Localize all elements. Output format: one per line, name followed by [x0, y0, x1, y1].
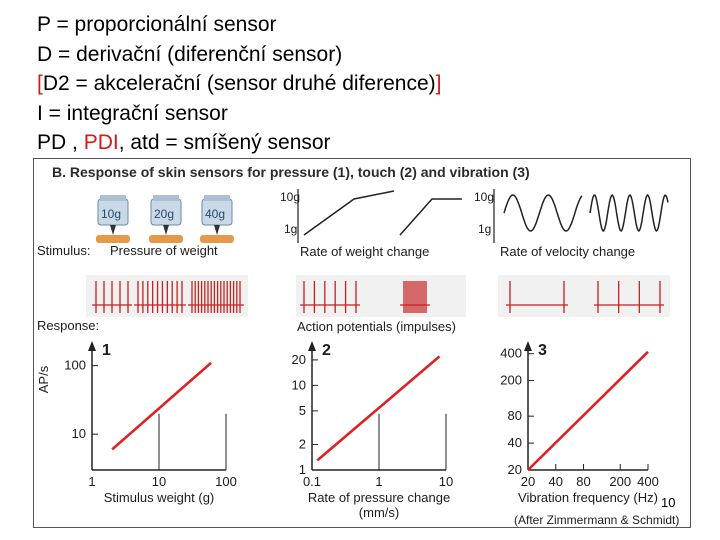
vibration-stimulus-fast — [590, 195, 668, 231]
y-tick-label: 100 — [64, 357, 86, 373]
y-axis-arrow — [524, 341, 532, 351]
heading-line-mixed — [37, 128, 441, 158]
x-tick-label: 10 — [151, 474, 167, 489]
sensor-figure — [33, 158, 691, 528]
heading-line-d: D = derivační (diferenční sensor) — [37, 42, 343, 66]
heading-line-i: I = integrační sensor — [37, 101, 228, 125]
y-tick-label: 10 — [71, 426, 86, 442]
response-charts — [36, 341, 659, 520]
bracket-close: ] — [435, 72, 442, 95]
y-tick-label: 5 — [298, 402, 306, 418]
response-label: Response: — [37, 318, 100, 333]
response-curve — [317, 356, 439, 460]
heading-line-d2 — [37, 69, 441, 99]
touch-caption: Rate of weight change — [300, 244, 430, 259]
weight-20g — [149, 195, 183, 243]
panel-label: 2 — [322, 342, 331, 359]
y-tick-label: 40 — [507, 435, 522, 451]
y-tick-label: 20 — [507, 462, 522, 477]
touch-stimulus-ramp-slow — [304, 191, 394, 235]
x-axis-unit: (mm/s) — [358, 505, 400, 520]
vibration-stimulus-slow — [504, 195, 582, 231]
y-axis-arrow — [88, 341, 96, 351]
response-curve — [112, 363, 211, 450]
vibration-caption: Rate of velocity change — [500, 244, 636, 259]
x-tick-label: 1 — [88, 474, 96, 489]
response-chart-3 — [500, 341, 659, 505]
vibration-spike-panel — [498, 275, 670, 317]
pressure-caption: Pressure of weight — [110, 243, 218, 258]
vib-axis-10g: 10g — [474, 190, 495, 204]
y-tick-label: 1 — [298, 462, 306, 477]
weight-label-20g: 20g — [154, 207, 175, 221]
touch-spike-panel — [296, 275, 466, 317]
bracket-open: [ — [37, 72, 43, 95]
vib-axis-1g: 1g — [478, 222, 492, 236]
panel-label: 3 — [538, 342, 547, 359]
stimulus-label: Stimulus: — [37, 243, 91, 258]
x-tick-label: 40 — [548, 474, 563, 489]
x-tick-label: 20 — [520, 474, 536, 489]
y-axis-label: AP/s — [36, 365, 51, 394]
heading-line-d2-text: D2 = akcelerační (sensor druhé diference) — [42, 72, 436, 95]
x-tick-label: 10 — [438, 474, 454, 489]
touch-stimulus-ramp-fast — [400, 199, 462, 235]
weight-stimuli — [96, 195, 234, 243]
page-number: 10 — [661, 495, 676, 510]
heading-mixed-rest: , atd = smíšený sensor — [118, 131, 331, 154]
heading-text — [37, 10, 441, 158]
y-tick-label: 80 — [507, 408, 522, 424]
x-tick-label: 80 — [576, 474, 591, 489]
y-tick-label: 200 — [500, 372, 522, 388]
heading-line-p: P = proporcionální sensor — [37, 13, 277, 36]
response-chart-1 — [36, 341, 237, 505]
x-tick-label: 100 — [215, 474, 237, 489]
panel-label: 1 — [102, 342, 111, 359]
touch-axis-10g: 10g — [280, 190, 301, 204]
touch-axis-1g: 1g — [284, 222, 298, 236]
x-tick-label: 400 — [637, 474, 659, 489]
heading-pdi: PDI — [83, 131, 119, 154]
weight-label-40g: 40g — [205, 207, 226, 221]
weight-10g — [96, 195, 130, 243]
figure-title: B. Response of skin sensors for pressure (1), touch (2) and vibration (3) — [52, 164, 530, 180]
weight-40g — [200, 195, 234, 243]
response-curve — [528, 352, 648, 470]
x-axis-label: Rate of pressure change — [307, 490, 451, 505]
x-axis-label: Vibration frequency (Hz) — [518, 490, 658, 505]
x-tick-label: 200 — [609, 474, 632, 489]
x-tick-label: 1 — [375, 474, 383, 489]
credit-text: (After Zimmermann & Schmidt) — [514, 513, 680, 527]
y-tick-label: 10 — [291, 377, 306, 393]
y-axis-arrow — [308, 341, 316, 351]
y-tick-label: 2 — [298, 436, 306, 452]
action-potentials-caption: Action potentials (impulses) — [297, 319, 456, 334]
y-tick-label: 400 — [500, 345, 522, 361]
figure-canvas — [34, 159, 690, 527]
heading-pd: PD , — [37, 131, 84, 154]
response-chart-2 — [292, 341, 454, 520]
weight-label-10g: 10g — [101, 207, 122, 221]
y-tick-label: 20 — [291, 351, 306, 367]
x-tick-label: 0.1 — [302, 474, 322, 489]
x-axis-label: Stimulus weight (g) — [103, 490, 215, 505]
